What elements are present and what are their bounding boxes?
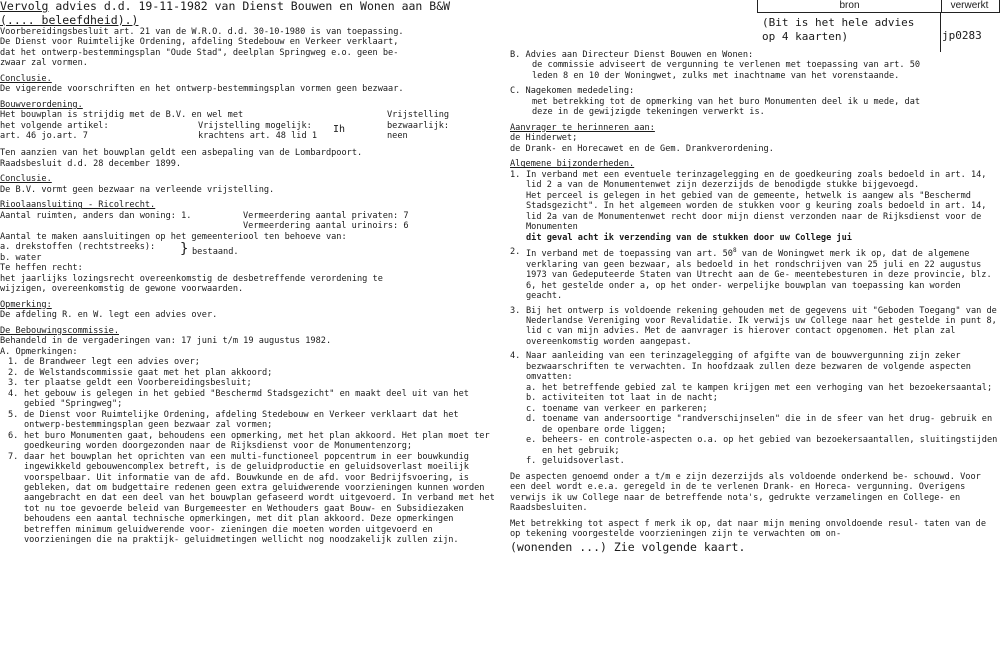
advies-block — [510, 50, 998, 81]
bouw-text: art. 46 jo.art. 7 — [0, 131, 88, 142]
list-item — [8, 389, 505, 410]
section-text: Behandeld in de vergaderingen van: 17 juni t/m 19 augustus 1982. — [0, 336, 332, 347]
section-heading: Aanvrager te herinneren aan: — [510, 122, 655, 133]
note-line-1: (Bit is het hele advies — [762, 16, 915, 29]
section-heading: Bouwverordening. — [0, 99, 83, 110]
item-text: ter plaatse geldt een Voorbereidingsbesluit; — [24, 378, 252, 389]
conclusie-2 — [0, 174, 505, 195]
item-text: dit geval acht ik verzending van de stukken door uw College jui — [526, 232, 852, 243]
section-text: met betrekking tot de opmerking van het buro Monumenten deel ik u mede, dat — [532, 96, 921, 107]
item-number: 6. — [8, 430, 19, 441]
bouw-text: Vrijstelling — [387, 110, 450, 121]
list-item — [510, 170, 998, 243]
sub-item — [526, 393, 998, 403]
item-body — [526, 247, 998, 301]
right-column — [510, 50, 998, 554]
item-number: 1. — [8, 357, 19, 368]
section-heading: Conclusie. — [0, 73, 52, 84]
intro-line: Voorbereidingsbesluit art. 21 van de W.R.O. d.d. 30-10-1980 is van toepassing. — [0, 27, 404, 37]
sub-item — [526, 414, 998, 435]
riool-text: a. drekstoffen (rechtstreeks): — [0, 242, 156, 253]
item-body — [526, 170, 998, 243]
title-line-2: (.... beleefdheid).) — [0, 12, 139, 27]
riool-text: Vermeerdering aantal privaten: 7 — [243, 210, 409, 221]
section-text: De vigerende voorschriften en het ontwerp-bestemmingsplan vormen geen bezwaar. — [0, 84, 404, 95]
list-item — [510, 247, 998, 301]
riool-text: bestaand. — [192, 247, 239, 258]
handwritten-note — [762, 16, 938, 44]
item-text: daar het bouwplan het oprichten van een multi-functioneel popcentrum in eer bouwkundig ingewikkeld gebouwencomplex betreft, is de geluidproductie en geluidsoverlast moeilijk voorspelbaar. Uit informatie van de afd. Bouwkunde en de afd. voor Bedrijfsvoering, is gebleken, dat om budgettaire redenen geen extra geluidwerende voorzieningen kunnen worden aangebracht en dat een deel van het bouwplan gefaseerd wordt uitgevoerd. In verband met het tot nu toe gevoerde beleid van Burgemeester en Wethouders gaat Bouw- en Subsidiezaken behoudens een aantal technische opmerkingen, met dit plan akkoord. Deze opmerkingen betreffen minimum geluidwerende voor- zieningen die moeten worden uitgevoerd en voorzieningen die na praktijk- geluidmetingen wellicht nog noodzakelijk zullen zijn. — [24, 451, 495, 546]
intro-line: zwaar zal vormen. — [0, 58, 88, 69]
bouw-text: bezwaarlijk: — [387, 120, 450, 131]
bouw-text: Vrijstelling mogelijk: — [198, 120, 312, 131]
bouw-text: Het bouwplan is strijdig met de B.V. en wel met — [0, 110, 244, 121]
bouw-text: het volgende artikel: — [0, 120, 109, 131]
item-text: Het perceel is gelegen in het gebied van de gemeente, hetwelk is aangew als "Beschermd Stadsgezicht". In het algemeen worden de stukken voor g keuring zoals bedoeld in art. 14, lid 2a van de Monumentenwet recht door mijn dienst verzonden naar de Rijksdienst voor de Monumenten — [526, 190, 987, 233]
section-text: Te heffen recht: — [0, 263, 83, 274]
sub-text: geluidsoverlast. — [542, 456, 625, 467]
title-prefix: Vervolg — [0, 0, 49, 13]
section-heading: Opmerking: — [0, 299, 52, 310]
sub-text: toename van andersoortige "randverschijnselen" die in de sfeer van het drug- gebruik en de openbare orde liggen; — [542, 414, 993, 435]
sub-text: het betreffende gebied zal te kampen krijgen met een verhoging van het bezoekersaantal; — [542, 382, 993, 393]
riool-grid — [0, 211, 505, 232]
header-divider — [940, 12, 941, 52]
item-text: het gebouw is gelegen in het gebied "Beschermd Stadsgezicht" en maakt deel uit van het gebied "Springweg"; — [24, 388, 469, 410]
bouw-text: neen — [387, 131, 408, 142]
title-line-1: advies d.d. 19-11-1982 van Dienst Bouwen en Wonen aan B&W — [48, 0, 451, 13]
algemene-block — [510, 159, 998, 466]
aanvrager-block — [510, 123, 998, 154]
item-text: In verband met een eventuele terinzagelegging en de goedkeuring zoals bedoeld in art. 14, lid 2 a van de Monumentenwet zijn dezerzijds de benodigde stukke bijgevoegd. — [526, 169, 987, 191]
superscript: 8 — [732, 247, 737, 255]
sub-item — [526, 435, 998, 456]
sub-text: toename van verkeer en parkeren; — [542, 403, 708, 414]
section-text: De aspecten genoemd onder a t/m e zijn dezerzijds als voldoende onderkend be- schouwd. Voor een deel wordt e.e.a. geregeld in de te verlenen Drank- en Horeca- vergunning. Overigens verwijs ik uw College naar de betreffende nota's, gedrukte verzamelingen en College- en Raadsbesluiten. — [510, 471, 981, 514]
list-item — [8, 368, 505, 378]
section-text: Aantal te maken aansluitingen op het gemeenteriool ten behoeve van: — [0, 231, 347, 242]
list-item — [8, 431, 505, 452]
sub-text: beheers- en controle-aspecten o.a. op het gebied van bezoekersaantallen, sluitingstijden en het gebruik; — [542, 435, 998, 456]
sub-letter: a. — [526, 382, 537, 393]
list-item — [510, 351, 998, 382]
bouw-handwritten: Ih — [333, 124, 346, 136]
section-text: A. Opmerkingen: — [0, 346, 78, 357]
section-heading: Conclusie. — [0, 174, 52, 185]
sub-item — [526, 456, 998, 466]
item-number: 3. — [510, 305, 521, 316]
verwerkt-label: verwerkt — [940, 0, 1000, 13]
section-text: het jaarlijks lozingsrecht overeenkomstig de desbetreffende verordening te — [0, 273, 383, 284]
riool-text: Vermeerdering aantal urinoirs: 6 — [243, 221, 409, 232]
item-number: 2. — [510, 247, 521, 258]
brace-icon: } — [180, 241, 189, 258]
item-text: het buro Monumenten gaat, behoudens een opmerking, met het plan akkoord. Het plan moet ter goedkeuring worden doorgezonden naar de Rijksdienst voor de Monumentenzorg; — [24, 430, 490, 452]
section-heading: De Bebouwingscommissie. — [0, 325, 119, 336]
item-text: de Brandweer legt een advies over; — [24, 357, 200, 368]
vervolg-text: (wonenden ...) Zie volgende kaart. — [510, 539, 746, 554]
item-number: 2. — [8, 367, 19, 378]
asbepaling — [0, 148, 505, 169]
sub-text: activiteiten tot laat in de nacht; — [542, 393, 718, 404]
bouw-text: krachtens art. 48 lid 1 — [198, 131, 317, 142]
item-text: de Welstandscommissie gaat met het plan akkoord; — [24, 367, 273, 378]
item-text: Naar aanleiding van een terinzagelegging of afgifte van de bouwvergunning zijn zeker bezwaarschriften te verwachten. In hoofdzaak zullen deze bezwaren de volgende aspecten omvatten: — [526, 351, 971, 383]
item-number: 4. — [8, 388, 19, 399]
list-item — [8, 357, 505, 367]
section-text: deze in de gewijzigde tekeningen verwerkt is. — [532, 107, 765, 118]
note-line-2: op 4 kaarten) — [762, 29, 849, 43]
left-column — [0, 27, 505, 546]
bebouwingscommissie — [0, 326, 505, 546]
item-text: Bij het ontwerp is voldoende rekening gehouden met de gegevens uit "Geboden Toegang" van de Nederlandse Vereniging voor Revalidatie. Ik verwijs uw College naar het gestelde in punt 8, lid c van mijn advies. Met de aanvrager is hierover contact opgenomen. Het plan zal overeenkomstig worden aangepast. — [526, 305, 997, 347]
section-text: Raadsbesluit d.d. 28 december 1899. — [0, 158, 182, 169]
riool-text: Aantal ruimten, anders dan woning: 1. — [0, 210, 192, 221]
aspecten-list — [510, 383, 998, 467]
item-text: In verband met de toepassing van art. 50 — [526, 249, 733, 260]
section-text: Met betrekking tot aspect f merk ik op, dat naar mijn mening onvoldoende resul- taten van de op tekening voorgestelde voorzieningen zijn te verwachten om on- — [510, 518, 986, 540]
opmerkingen-list — [0, 357, 505, 546]
bouw-grid — [0, 110, 505, 143]
nagekomen-block — [510, 86, 998, 117]
bouwverordening — [0, 100, 505, 143]
section-text: leden 8 en 10 der Woningwet, zulks met inachtname van het vorenstaande. — [532, 70, 900, 81]
section-heading: Algemene bijzonderheden. — [510, 159, 635, 170]
riool-aansluiting-grid — [0, 242, 505, 263]
riool-text: b. water — [0, 252, 42, 263]
section-text: de commissie adviseert de vergunning te verlenen met toepassing van art. 50 — [532, 60, 921, 71]
slot-paragraph — [510, 519, 998, 554]
section-text: De B.V. vormt geen bezwaar na verleende vrijstelling. — [0, 184, 275, 195]
intro-line: dat het ontwerp-bestemmingsplan "Oude Stad", deelplan Springweg e.o. geen be- — [0, 47, 399, 58]
item-number: 5. — [8, 409, 19, 420]
list-item — [510, 306, 998, 348]
section-text: Ten aanzien van het bouwplan geldt een asbepaling van de Lombardpoort. — [0, 148, 363, 159]
sub-item — [526, 404, 998, 414]
section-heading: B. Advies aan Directeur Dienst Bouwen en Wonen: — [510, 50, 754, 60]
sub-item — [526, 383, 998, 393]
archive-header — [757, 0, 1000, 56]
document-code: jp0283 — [942, 29, 982, 42]
section-text: De afdeling R. en W. legt een advies over. — [0, 310, 218, 321]
sub-letter: e. — [526, 435, 537, 446]
opmerking — [0, 300, 505, 321]
rioolaansluiting — [0, 200, 505, 294]
list-item — [8, 410, 505, 431]
item-number: 4. — [510, 351, 521, 362]
list-item — [8, 452, 505, 546]
section-heading: Rioolaansluiting - Ricolrecht. — [0, 200, 156, 211]
bron-label: bron — [757, 0, 942, 13]
conclusie-1 — [0, 74, 505, 95]
intro-line: De Dienst voor Ruimtelijke Ordening, afdeling Stedebouw en Verkeer verklaart, — [0, 37, 399, 48]
section-heading: C. Nagekomen mededeling: — [510, 86, 635, 97]
sub-letter: f. — [526, 456, 537, 467]
list-item — [8, 378, 505, 388]
sub-letter: b. — [526, 393, 537, 404]
item-number: 7. — [8, 451, 19, 462]
section-text: de Hinderwet; — [510, 133, 578, 144]
item-text: de Dienst voor Ruimtelijke Ordening, afdeling Stedebouw en Verkeer verklaart dat het ontwerp-bestemmingsplan geen bezwaar zal vormen; — [24, 409, 459, 431]
item-number: 1. — [510, 169, 521, 180]
item-text: van de Woningwet merk ik op, dat de algemene verklaring van geen bezwaar, als bedoeld in het rondschrijven van 25 juli en 22 augustus 1973 van Gedeputeerde Staten van Utrecht aan de Ge- meentebesturen in deze provincie, blz. 6, het gestelde onder a, op het onder- werpelijke bouwplan van toepassing kan worden geacht. — [526, 249, 992, 302]
sub-letter: c. — [526, 403, 537, 414]
section-text: wijzigen, overeenkomstig de gewone voorwaarden. — [0, 284, 244, 295]
page-title — [0, 0, 450, 28]
aspecten-paragraph — [510, 472, 998, 514]
sub-letter: d. — [526, 414, 537, 425]
section-text: de Drank- en Horecawet en de Gem. Drankverordening. — [510, 143, 774, 154]
item-number: 3. — [8, 378, 19, 389]
intro-block — [0, 27, 505, 69]
